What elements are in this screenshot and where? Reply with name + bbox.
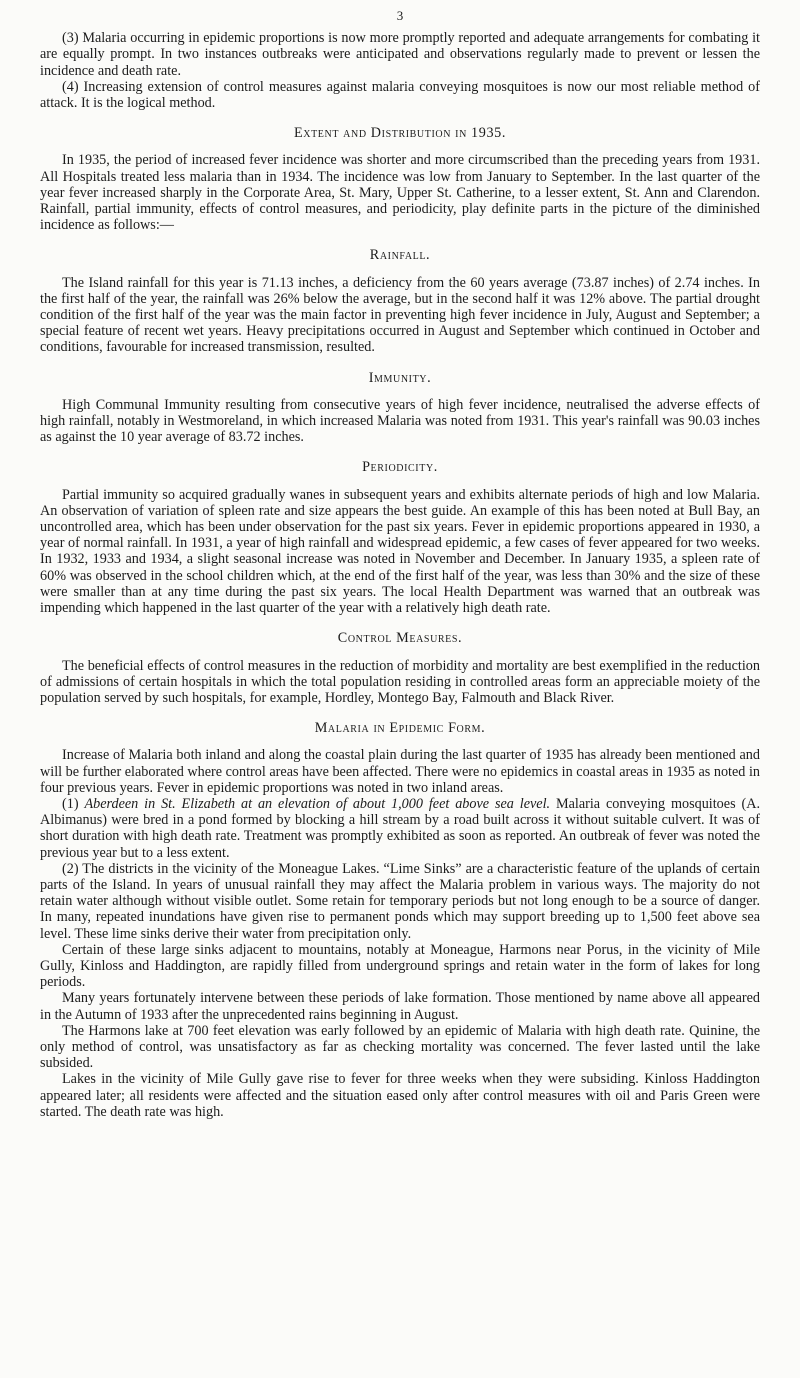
heading-malaria-epidemic: Malaria in Epidemic Form.: [314, 720, 486, 737]
paragraph-moneague: (2) The districts in the vicinity of the Moneague Lakes. “Lime Sinks” are a characteristic feature of the uplands of certain parts of the Island. In years of unusual rainfall they may affect the Malaria problem in various ways. The majority do not retain water although without visible outlet. Some retain for temporary periods but not long enough to be a source of danger. In many, repeated inundations have given rise to permanent ponds which may support breeding up to 1,500 feet above sea level. These lime sinks derive their water from precipitation only.: [40, 860, 760, 942]
paragraph-aberdeen: [40, 796, 760, 861]
heading-rainfall: Rainfall.: [369, 247, 431, 264]
paragraph-mile-gully: Lakes in the vicinity of Mile Gully gave rise to fever for three weeks when they were subsiding. Kinloss Haddington appeared later; all residents were affected and the situation eased only after control measures with oil and Paris Green were started. The death rate was high.: [40, 1071, 760, 1120]
paragraph-control-measures: The beneficial effects of control measures in the reduction of morbidity and mortality are best exemplified in the reduction of admissions of certain hospitals in which the total population residing in controlled areas form an appreciable moiety of the population served by such hospitals, for example, Hordley, Montego Bay, Falmouth and Black River.: [40, 657, 760, 706]
paragraph-extent: In 1935, the period of increased fever incidence was shorter and more circumscribed than the preceding years from 1931. All Hospitals treated less malaria than in 1934. The incidence was low from January to September. In the last quarter of the year fever increased sharply in the Corporate Area, St. Mary, Upper St. Catherine, to a lesser extent, St. Ann and Clarendon. Rainfall, partial immunity, effects of control measures, and periodicity, play definite parts in the picture of the diminished incidence as follows:—: [40, 152, 760, 234]
page-number: 3: [396, 8, 404, 23]
heading-control-measures: Control Measures.: [337, 630, 463, 647]
heading-periodicity: Periodicity.: [362, 459, 438, 476]
paragraph-immunity: High Communal Immunity resulting from consecutive years of high fever incidence, neutralised the adverse effects of high rainfall, notably in Westmoreland, in which increased Malaria was noted from 1931. This year's rainfall was 90.03 inches as against the 10 year average of 83.72 inches.: [40, 396, 760, 446]
paragraph-rainfall: The Island rainfall for this year is 71.13 inches, a deficiency from the 60 years average (73.87 inches) of 2.74 inches. In the first half of the year, the rainfall was 26% below the average, but in the second half it was 12% above. The partial drought condition of the first half of the year was the main factor in preventing high fever incidence in July, August and September; a special feature of recent wet years. Heavy precipitations occurred in August and September which continued in October and conditions, favourable for increased transmission, resulted.: [40, 274, 760, 356]
aberdeen-rest: Malaria conveying mosquitoes (A. Albimanus) were bred in a pond formed by blocking a hill stream by a road built across it without suitable culvert. It was of short duration with high death rate. Treatment was promptly exhibited as soon as reported. An outbreak of fever was noted the previous year but to a less extent.: [40, 795, 761, 861]
intro-paragraph-4: (4) Increasing extension of control measures against malaria conveying mosquitoes is now our most reliable method of attack. It is the logical method.: [40, 78, 760, 112]
aberdeen-lead: (1): [62, 795, 85, 812]
paragraph-lake-formation: Many years fortunately intervene between these periods of lake formation. Those mentioned by name above all appeared in the Autumn of 1933 after the unprecedented rains beginning in August.: [40, 990, 760, 1023]
paragraph-periodicity: Partial immunity so acquired gradually wanes in subsequent years and exhibits alternate periods of high and low Malaria. An observation of variation of spleen rate and size appears the best guide. An example of this has been noted at Bull Bay, an uncontrolled area, which has been under observation for the past six years. Fever in epidemic proportions appeared in 1930, a year of normal rainfall. In 1931, a year of high rainfall and widespread epidemic, a few cases of fever appeared for two weeks. In 1932, 1933 and 1934, a slight seasonal increase was noted in November and December. In January 1935, a spleen rate of 60% was observed in the school children which, at the end of the first half of the year, was less than 30% and the size of these were smaller than at any time during the past six years. The local Health Department was warned that an outbreak was impending which happened in the last quarter of the year with a relatively high death rate.: [40, 486, 760, 617]
heading-immunity: Immunity.: [368, 369, 432, 386]
paragraph-harmons: The Harmons lake at 700 feet elevation was early followed by an epidemic of Malaria with high death rate. Quinine, the only method of control, was unsatisfactory as far as checking mortality was concerned. The fever lasted until the lake subsided.: [40, 1022, 760, 1072]
heading-extent-distribution: Extent and Distribution in 1935.: [294, 125, 506, 142]
aberdeen-italic: Aberdeen in St. Elizabeth at an elevation of about 1,000 feet above sea level.: [84, 795, 551, 812]
intro-paragraph-3: (3) Malaria occurring in epidemic proportions is now more promptly reported and adequate arrangements for combating it are equally prompt. In two instances outbreaks were anticipated and observations regularly made to prevent or lessen the incidence and death rate.: [40, 30, 760, 79]
paragraph-large-sinks: Certain of these large sinks adjacent to mountains, notably at Moneague, Harmons near Porus, in the vicinity of Mile Gully, Kinloss and Haddington, are rapidly filled from underground springs and retain water in the form of lakes for long periods.: [40, 941, 760, 991]
paragraph-epidemic-intro: Increase of Malaria both inland and along the coastal plain during the last quarter of 1935 has already been mentioned and will be further elaborated where control areas have been affected. There were no epidemics in coastal areas in 1935 as noted in four previous years. Fever in epidemic proportions was noted in two inland areas.: [40, 747, 760, 796]
